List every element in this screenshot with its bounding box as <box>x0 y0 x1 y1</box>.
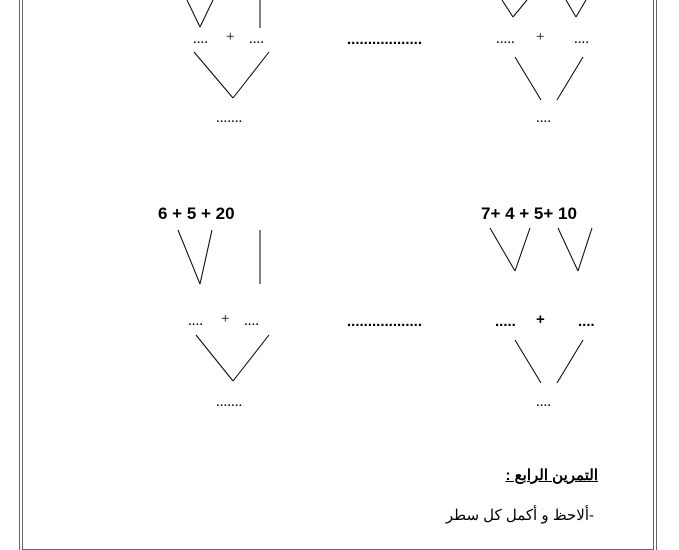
branch-line <box>200 230 212 284</box>
merge-line <box>194 52 233 98</box>
branch-line <box>513 0 527 17</box>
merge-line <box>557 57 583 100</box>
blank-dots: .... <box>244 313 259 329</box>
result-dots: ....... <box>216 394 243 410</box>
exercise-title: التمرين الرابع : <box>505 467 598 484</box>
plus-sign: + <box>226 29 235 45</box>
branch-line <box>187 0 200 27</box>
blank-dots: .... <box>188 313 203 329</box>
branch-line <box>576 0 586 17</box>
branch-line <box>178 230 200 284</box>
result-dots: .... <box>536 394 551 410</box>
merge-line <box>557 340 583 383</box>
merge-line <box>233 52 269 98</box>
blank-dots: .... <box>574 31 589 47</box>
result-dots: ....... <box>216 110 243 126</box>
blank-dots: .... <box>578 313 595 330</box>
equation-right: 7+ 4 + 5+ 10 <box>481 204 577 223</box>
branch-line <box>566 0 576 17</box>
branch-line <box>490 228 515 271</box>
merge-line <box>515 57 541 100</box>
branch-line <box>578 228 592 271</box>
equation-left: 6 + 5 + 20 <box>158 204 235 223</box>
merge-line <box>233 335 269 381</box>
middle-dots: .................. <box>347 31 423 48</box>
exercise-instruction: -ألاحظ و أكمل كل سطر <box>445 507 594 524</box>
branch-line <box>200 0 213 27</box>
plus-sign: + <box>536 29 545 45</box>
blank-dots: .... <box>249 31 264 47</box>
branch-line <box>558 228 578 271</box>
blank-dots: ..... <box>496 31 515 47</box>
blank-dots: .... <box>193 31 208 47</box>
branch-line <box>502 0 513 17</box>
plus-sign: + <box>221 311 230 327</box>
middle-dots: .................. <box>347 313 423 330</box>
blank-dots: ..... <box>495 313 516 330</box>
result-dots: .... <box>536 110 551 126</box>
merge-line <box>196 335 233 381</box>
merge-line <box>515 340 541 383</box>
branch-line <box>515 228 530 271</box>
plus-sign: + <box>536 311 545 328</box>
